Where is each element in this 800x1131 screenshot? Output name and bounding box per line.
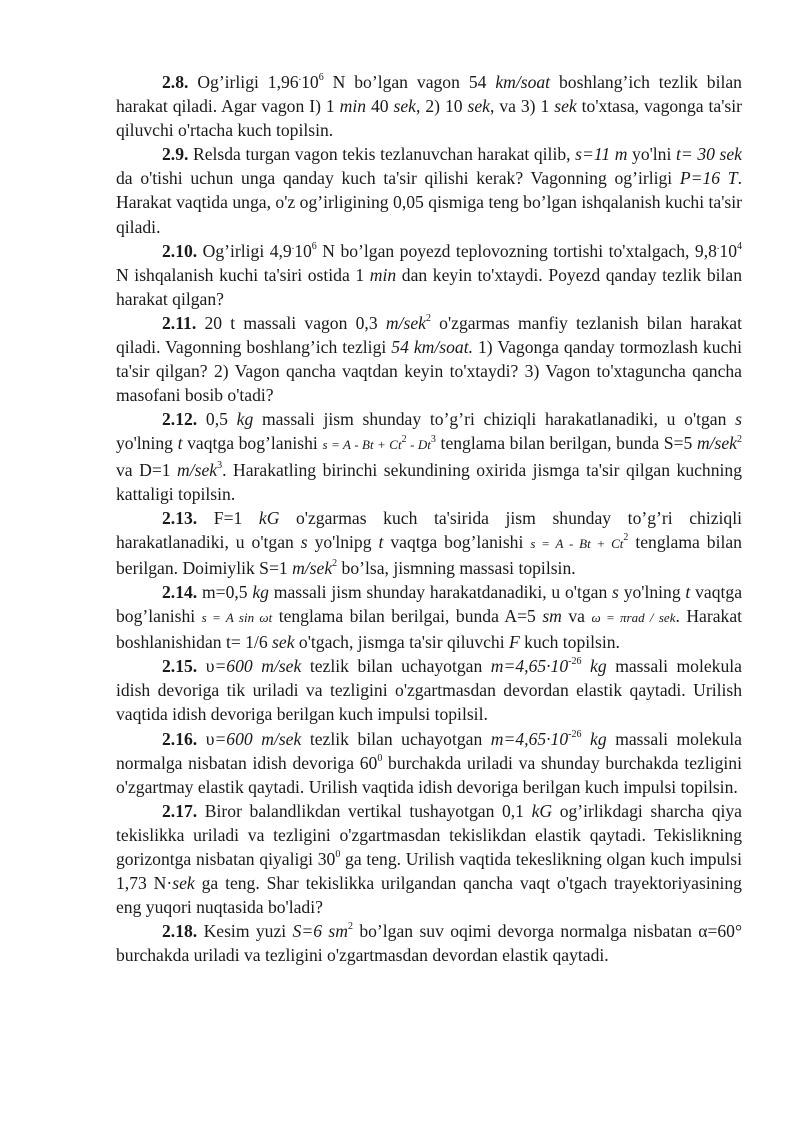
italic-run: s bbox=[735, 409, 742, 430]
formula: s = A sin ωt bbox=[201, 610, 273, 626]
text-run: υ bbox=[197, 656, 215, 677]
italic-run: kG bbox=[531, 800, 553, 821]
italic-run: s bbox=[612, 581, 619, 602]
italic-run: m/sek bbox=[177, 459, 218, 480]
text-run: yo'lni bbox=[627, 144, 676, 165]
text-run: da o'tishi uchun unga qanday kuch ta'sir qilishi kerak? Vagonning og’irligi bbox=[116, 168, 680, 189]
text-run: tenglama bilan berilgai, bunda A=5 bbox=[272, 606, 543, 627]
problem-text bbox=[116, 72, 742, 140]
problem-number: 2.8. bbox=[162, 72, 189, 92]
text-run: 1) Vagonga qanday tormozlash kuchi ta'sir qilgan? 2) Vagon qancha vaqtdan keyin to'xtaydi? 3) Vagon to'xtaguncha qancha masofani bosib o'tadi? bbox=[116, 337, 742, 406]
text-run: . Harakat boshlanishidan t= 1/6 bbox=[116, 606, 743, 653]
text-run: N bo’lgan vagon 54 bbox=[323, 72, 496, 92]
italic-run: m=4,65·10 bbox=[490, 728, 569, 749]
italic-run: s=11 m bbox=[575, 144, 628, 165]
document-page bbox=[116, 70, 742, 967]
problem-2-13 bbox=[116, 506, 742, 580]
problem-number: 2.15. bbox=[162, 656, 198, 677]
problem-text bbox=[116, 921, 742, 965]
italic-run: 54 km/soat. bbox=[391, 337, 473, 358]
superscript: 2 bbox=[332, 558, 338, 570]
problem-2-11 bbox=[116, 311, 742, 407]
formula: - Dt bbox=[406, 437, 431, 453]
text-run: 10 bbox=[294, 240, 312, 261]
text-run: tenglama bilan berilgan, bunda S=5 bbox=[435, 433, 697, 454]
superscript: . bbox=[298, 72, 302, 84]
text-run: . Harakat vaqtida unga, o'z og’irligining 0,05 qismiga teng bo’lgan ishqalanish kuchi ta'sir qiladi. bbox=[116, 168, 742, 237]
text-run: tenglama bilan berilgan. Doimiylik S=1 bbox=[116, 531, 742, 578]
text-run: Relsda turgan vagon tekis tezlanuvchan harakat qilib, bbox=[188, 144, 576, 165]
text-run: vaqtga bog’lanishi bbox=[116, 581, 742, 627]
superscript: 2 bbox=[425, 313, 431, 325]
text-run: Kesim yuzi bbox=[197, 921, 293, 942]
problem-text bbox=[116, 656, 742, 724]
italic-run: F bbox=[509, 632, 520, 653]
text-run: yo'lnipg bbox=[307, 531, 379, 552]
text-run: 10 bbox=[719, 240, 737, 261]
problem-2-10 bbox=[116, 239, 742, 311]
italic-run: t= 30 sek bbox=[675, 144, 742, 165]
text-run: vaqtga bog’lanishi bbox=[182, 433, 323, 454]
text-run: 20 t massali vagon 0,3 bbox=[196, 312, 386, 333]
italic-run: P=16 T bbox=[679, 168, 738, 189]
italic-run: m/sek bbox=[385, 312, 426, 333]
text-run: 0,5 bbox=[197, 409, 237, 430]
italic-run: sek bbox=[393, 96, 416, 117]
italic-run: sek bbox=[467, 96, 490, 117]
text-run: boshlang’ich tezlik bilan harakat qiladi. Agar vagon I) 1 bbox=[116, 72, 742, 117]
text-run: N bo’lgan poyezd teplovozning tortishi to'xtalgach, 9,8 bbox=[316, 240, 717, 261]
superscript: 2 bbox=[401, 433, 407, 445]
text-run: burchakda uriladi va shunday burchakda tezligini o'zgartmay elastik qaytadi. Urilish vaqtida idish devoriga berilgan kuch impulsi topilsin. bbox=[116, 752, 742, 797]
italic-run: sek bbox=[272, 632, 295, 653]
text-run: yo'lning bbox=[618, 581, 686, 602]
text-run: υ bbox=[197, 728, 215, 749]
italic-run: km/soat bbox=[495, 72, 551, 92]
problem-text bbox=[116, 313, 742, 405]
text-run: yo'lning bbox=[116, 433, 178, 454]
text-run: massali molekula idish devoriga tik uriladi va tezligini o'zgartmasdan devordan elastik qaytadi. Urilish vaqtida idish devoriga berilgan kuch impulsi topilsil. bbox=[116, 656, 742, 725]
text-run: o'tgach, jismga ta'sir qiluvchi bbox=[294, 632, 510, 653]
italic-run: kg bbox=[581, 656, 607, 677]
problem-text bbox=[116, 144, 742, 236]
italic-run: kg bbox=[581, 728, 607, 749]
italic-run: min bbox=[339, 96, 367, 117]
text-run: ga teng. Shar tekislikka urilgandan qancha vaqt o'tgach trayektoriyasining eng yuqori nuqtasida bo'ladi? bbox=[116, 873, 742, 918]
text-run: F=1 bbox=[197, 507, 259, 528]
text-run: Og’irligi 4,9 bbox=[197, 240, 292, 261]
text-run: 10 bbox=[301, 72, 319, 92]
problem-number: 2.13. bbox=[162, 507, 198, 528]
text-run: og’irlikdagi sharcha qiya tekislikka uriladi va tezligini o'zgartmasdan tekislikdan elastik qaytadi. Tekislikning gorizontga nisbatan qiyaligi 30 bbox=[116, 800, 742, 869]
superscript: 0 bbox=[335, 849, 341, 861]
problem-2-12 bbox=[116, 407, 742, 505]
text-run: ga teng. Urilish vaqtida tekeslikning olgan kuch impulsi 1,73 N· bbox=[116, 849, 742, 894]
formula: s = A - Bt + Ct bbox=[530, 535, 624, 551]
problem-2-15 bbox=[116, 654, 742, 726]
problem-text bbox=[116, 729, 742, 797]
text-run: 40 bbox=[366, 96, 394, 117]
text-run: tezlik bilan uchayotgan bbox=[301, 656, 491, 677]
problem-number: 2.11. bbox=[162, 312, 197, 333]
problem-number: 2.12. bbox=[162, 409, 198, 430]
italic-run: m/sek bbox=[696, 433, 737, 454]
text-run: m=0,5 bbox=[197, 581, 253, 602]
problem-text bbox=[116, 409, 742, 503]
italic-run: sek bbox=[172, 873, 195, 894]
text-run: va D=1 bbox=[116, 459, 178, 480]
text-run: o'zgarmas manfiy tezlanish bilan harakat qiladi. Vagonning boshlang’ich tezligi bbox=[116, 312, 742, 358]
italic-run: sm bbox=[542, 606, 562, 627]
problem-2-17 bbox=[116, 799, 742, 919]
italic-run: s bbox=[300, 531, 308, 552]
superscript: 3 bbox=[430, 433, 436, 445]
superscript: 4 bbox=[737, 240, 742, 252]
text-run: va bbox=[561, 606, 592, 627]
text-run: bo’lsa, jismning massasi topilsin. bbox=[337, 557, 576, 578]
superscript: . bbox=[291, 240, 295, 252]
formula: s = A - Bt + Ct bbox=[322, 437, 402, 453]
text-run: massali jism shunday to’g’ri chiziqli harakatlanadiki, u o'tgan bbox=[253, 409, 736, 430]
italic-run: t bbox=[378, 531, 384, 552]
superscript: -26 bbox=[568, 728, 582, 740]
problem-text bbox=[116, 801, 742, 917]
superscript: 0 bbox=[377, 752, 383, 764]
problem-number: 2.10. bbox=[162, 240, 198, 261]
problem-number: 2.18. bbox=[162, 921, 198, 942]
text-run: . Harakatling birinchi sekundining oxirida jismga ta'sir qilgan kuchning kattaligi topilsin. bbox=[116, 459, 743, 504]
superscript: 6 bbox=[318, 72, 324, 84]
italic-run: S=6 sm bbox=[292, 921, 348, 942]
formula: ω = πrad / sek bbox=[591, 610, 676, 626]
problem-number: 2.14. bbox=[162, 581, 198, 602]
problem-number: 2.9. bbox=[162, 144, 189, 165]
problem-text bbox=[116, 241, 742, 309]
italic-run: m=4,65·10 bbox=[490, 656, 569, 677]
superscript: -26 bbox=[568, 656, 582, 668]
text-run: bo’lgan suv oqimi devorga normalga nisbatan α=60° burchakda uriladi va tezligini o'zgartmasdan devordan elastik qaytadi. bbox=[116, 921, 743, 966]
superscript: 3 bbox=[217, 459, 223, 471]
problem-text bbox=[116, 582, 742, 652]
italic-run: sek bbox=[554, 96, 577, 117]
text-run: Biror balandlikdan vertikal tushayotgan 0,1 bbox=[197, 800, 532, 821]
problem-2-18 bbox=[116, 919, 742, 967]
italic-run: kg bbox=[252, 581, 269, 602]
italic-run: t bbox=[685, 581, 691, 602]
text-run: to'xtasa, vagonga ta'sir qiluvchi o'rtacha kuch topilsin. bbox=[116, 96, 742, 141]
superscript: 2 bbox=[737, 433, 742, 445]
text-run: o'zgarmas kuch ta'sirida jism shunday to’g’ri chiziqli harakatlanadiki, u o'tgan bbox=[116, 507, 742, 552]
problem-2-14 bbox=[116, 580, 742, 654]
problem-number: 2.17. bbox=[162, 800, 198, 821]
superscript: 6 bbox=[311, 240, 317, 252]
text-run: N ishqalanish kuchi ta'siri ostida 1 bbox=[116, 264, 370, 285]
italic-run: =600 m/sek bbox=[214, 656, 302, 677]
text-run: massali molekula normalga nisbatan idish devoriga 60 bbox=[116, 728, 742, 773]
italic-run: kG bbox=[258, 507, 280, 528]
superscript: 2 bbox=[347, 921, 353, 933]
text-run: vaqtga bog’lanishi bbox=[383, 531, 531, 552]
italic-run: min bbox=[369, 264, 397, 285]
problem-number: 2.16. bbox=[162, 728, 198, 749]
text-run: kuch topilsin. bbox=[519, 632, 620, 653]
italic-run: m/sek bbox=[292, 557, 333, 578]
text-run: Og’irligi 1,96 bbox=[188, 72, 299, 92]
italic-run: t bbox=[177, 433, 183, 454]
text-run: , va 3) 1 bbox=[489, 96, 555, 117]
text-run: tezlik bilan uchayotgan bbox=[301, 728, 491, 749]
superscript: . bbox=[716, 240, 720, 252]
text-run: dan keyin to'xtaydi. Poyezd qanday tezlik bilan harakat qilgan? bbox=[116, 264, 742, 309]
problem-2-9 bbox=[116, 142, 742, 238]
problem-2-16 bbox=[116, 727, 742, 799]
italic-run: =600 m/sek bbox=[214, 728, 302, 749]
problem-text bbox=[116, 508, 742, 578]
text-run: , 2) 10 bbox=[416, 96, 468, 117]
text-run: massali jism shunday harakatdanadiki, u o'tgan bbox=[268, 581, 613, 602]
superscript: 2 bbox=[623, 531, 629, 543]
italic-run: kg bbox=[236, 409, 254, 430]
problem-2-8 bbox=[116, 70, 742, 142]
